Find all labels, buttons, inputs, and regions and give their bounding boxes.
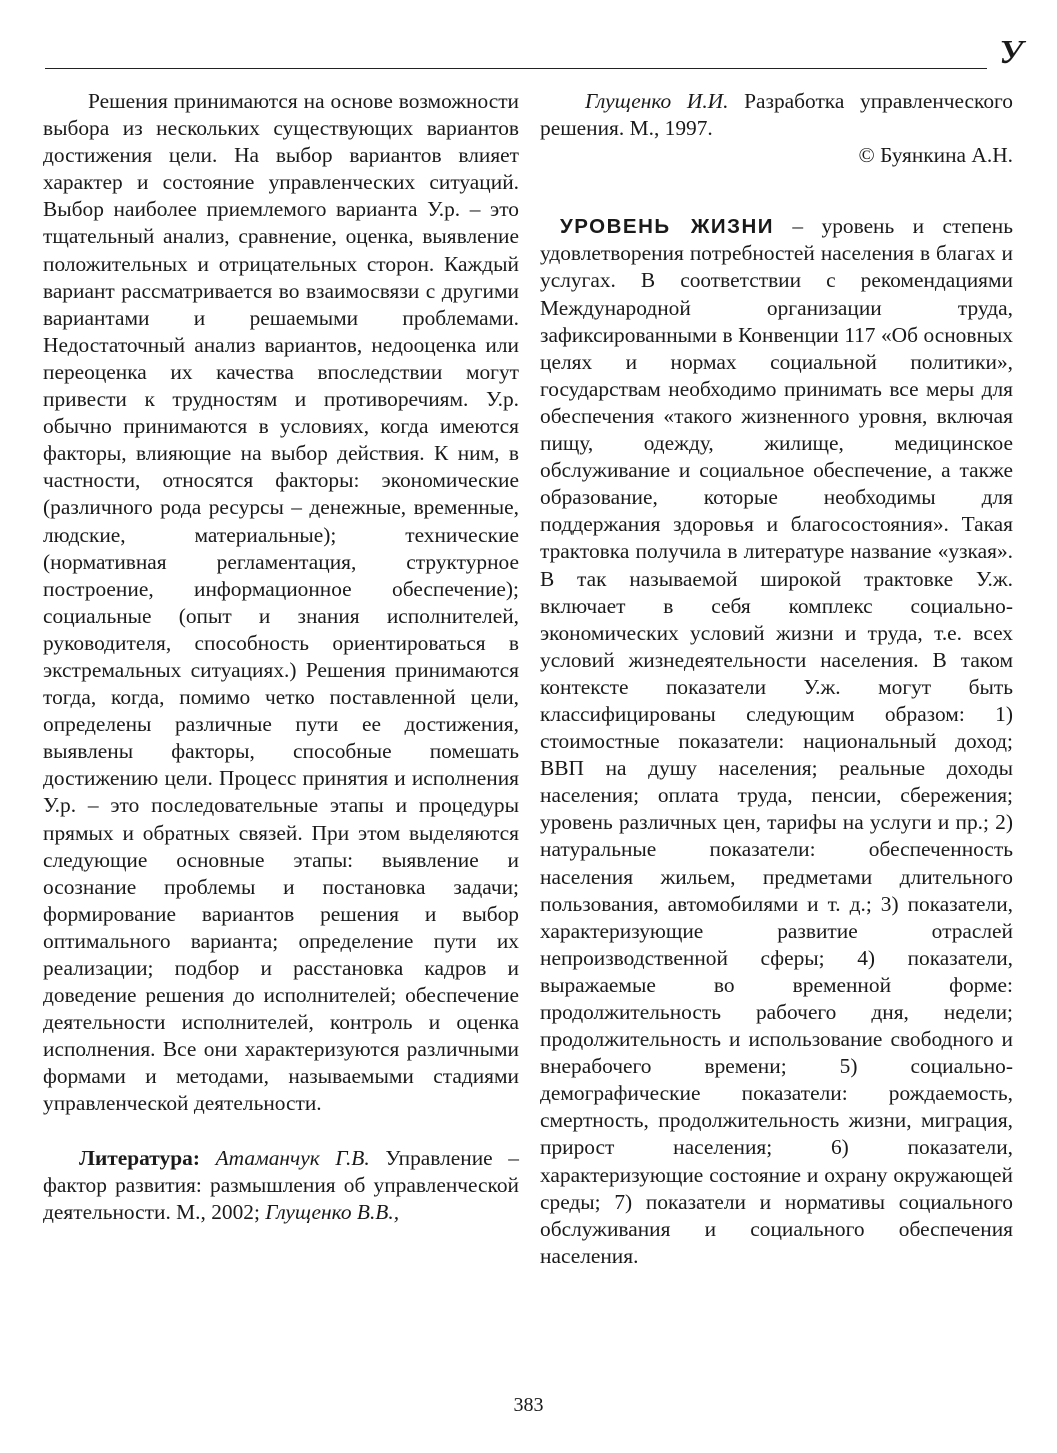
author-credit: © Буянкина А.Н.: [858, 143, 1013, 168]
page-number: 383: [513, 1394, 544, 1416]
header-rule: [45, 68, 987, 69]
left-column: [43, 88, 519, 1226]
dictionary-entry: [540, 213, 1013, 1270]
right-column: [540, 88, 1013, 1270]
article-body: Решения принимаются на основе возможности выбора из нескольких существующих вариантов достижения цели. На выбор вариантов влияет характер и состояние управленческих ситуаций. Выбор наиболее приемлемого варианта У.р. – это тщательный анализ, сравнение, оценка, выявление положительных и отрицательных сторон. Каждый вариант рассматривается во взаимосвязи с другими вариантами и решаемыми проблемами. Недостаточный анализ вариантов, недооценка или переоценка их качества впоследствии могут привести к трудностям и противоречиям. У.р. обычно принимаются в условиях, когда имеются факторы, влияющие на выбор действия. К ним, в частности, относятся факторы: экономические (различного рода ресурсы – денежные, временные, людские, материальные); технические (нормативная регламентация, структурное построение, информационное обеспечение); социальные (опыт и знания исполнителей, руководителя, способность ориентироваться в экстремальных ситуациях.) Решения принимаются тогда, когда, помимо четко поставленной цели, определены различные пути ее достижения, выявлены факторы, способные помешать достижению цели. Процесс принятия и исполнения У.р. – это последовательные этапы и процедуры прямых и обратных связей. При этом выделяются следующие основные этапы: выявление и осознание проблемы и постановка задачи; формирование вариантов решения и выбор оптимального варианта; определение пути их реализации; подбор и расстановка кадров и доведение решения до исполнителей; обеспечение деятельности исполнителей, контроль и оценка исполнения. Все они характеризуются различными формами и методами, называемыми стадиями управленческой деятельности.: [43, 89, 519, 1116]
entry-body: – уровень и степень удовлетворения потребностей населения в благах и услугах. В соответствии с рекомендациями Международной организации труда, зафиксированными в Конвенции 117 «Об основных целях и нормах социальной политики», государствам необходимо принимать все меры для обеспечения «такого жизненного уровня, включая пищу, одежду, жилище, медицинское обслуживание и социальное обеспечение, а также образование, которые необходимы для поддержания здоровья и благосостояния». Такая трактовка получила в литературе название «узкая». В так называемой широкой трактовке У.ж. включает в себя комплекс социально-экономических условий жизни и труда, т.е. всех условий жизнедеятельности населения. В таком контексте показатели У.ж. могут быть классифицированы следующим образом: 1) стоимостные показатели: национальный доход; ВВП на душу населения; реальные доходы населения; оплата труда, пенсии, сбережения; уровень различных цен, тарифы на услуги и пр.; 2) натуральные показатели: обеспеченность населения жильем, предметами длительного пользования, автомобилями и т. д.; 3) показатели, характеризующие развитие отраслей непроизводственной сферы; 4) показатели, выражаемые во временной форме: продолжительность рабочего дня, недели; продолжительность и использование свободного и внерабочего времени; 5) социально-демографические показатели: рождаемость, смертность, продолжительность жизни, миграция, прирост населения; 6) показатели, характеризующие состояние и охрану окружающей среды; 7) показатели и нормативы социального обслуживания и социального обеспечения населения.: [540, 214, 1013, 1268]
literature-paragraph: [43, 1145, 519, 1226]
literature-author: Глущенко И.И.: [585, 89, 729, 113]
literature-continuation: [540, 88, 1013, 142]
section-letter: У: [999, 34, 1023, 71]
literature-reference: Разработка управленческого решения. М., 1997.: [540, 89, 1013, 141]
entry-headword: УРОВЕНЬ ЖИЗНИ: [560, 215, 775, 239]
literature-label: Литература:: [79, 1145, 200, 1170]
literature-author: Атаманчук Г.В.: [215, 1145, 370, 1170]
literature-reference: Управление – фактор развития: размышления об управленческой деятельности. М., 2002;: [43, 1145, 519, 1224]
literature-author: Глущенко В.В.,: [265, 1199, 400, 1224]
